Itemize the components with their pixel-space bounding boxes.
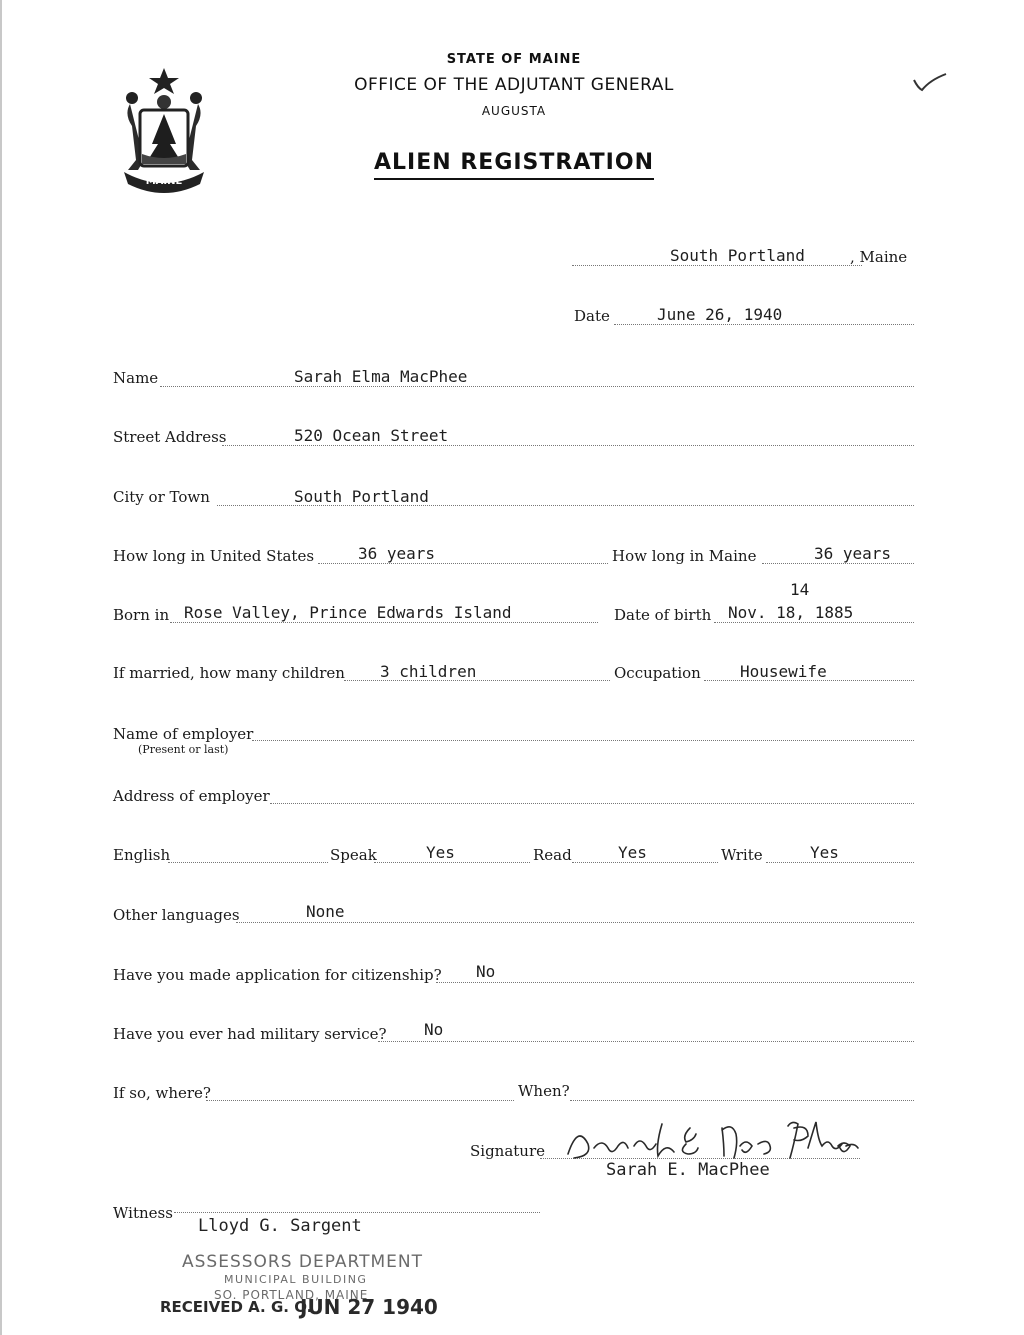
speak-value: Yes <box>426 843 455 862</box>
other-languages-line <box>236 922 914 923</box>
where-line <box>206 1100 514 1101</box>
city-label: City or Town <box>113 488 210 506</box>
street-label: Street Address <box>113 428 227 446</box>
received-stamp: RECEIVED A. G. O. <box>160 1298 313 1316</box>
employer-address-line <box>270 803 914 804</box>
occupation-label: Occupation <box>614 664 701 682</box>
employer-sublabel: (Present or last) <box>138 743 229 756</box>
dob-line <box>714 622 914 623</box>
speak-label: Speak <box>330 846 377 864</box>
date-label: Date <box>574 307 610 325</box>
read-value: Yes <box>618 843 647 862</box>
signature-typed: Sarah E. MacPhee <box>606 1160 770 1180</box>
military-value: No <box>424 1020 444 1039</box>
check-mark-icon <box>912 70 948 92</box>
dob-value: Nov. 18, 1885 <box>728 603 854 622</box>
when-label: When? <box>518 1082 570 1100</box>
us-duration-label: How long in United States <box>113 547 315 565</box>
write-value: Yes <box>810 843 839 862</box>
citizenship-label: Have you made application for citizenship? <box>113 966 442 984</box>
dob-correction: 14 <box>790 580 810 599</box>
employer-label: Name of employer <box>113 725 254 743</box>
us-duration-line <box>318 563 608 564</box>
name-label: Name <box>113 369 159 387</box>
born-in-label: Born in <box>113 606 170 624</box>
military-line <box>378 1041 914 1042</box>
where-label: If so, where? <box>113 1084 211 1102</box>
write-line <box>766 862 914 863</box>
street-line <box>222 445 914 446</box>
street-value: 520 Ocean Street <box>294 426 449 445</box>
english-line <box>168 862 328 863</box>
stamp-department: ASSESSORS DEPARTMENT <box>182 1252 424 1272</box>
date-line <box>614 324 914 325</box>
name-value: Sarah Elma MacPhee <box>294 367 468 386</box>
born-in-value: Rose Valley, Prince Edwards Island <box>184 603 512 622</box>
born-in-line <box>170 622 598 623</box>
citizenship-line <box>436 982 914 983</box>
header-city: AUGUSTA <box>481 104 547 118</box>
read-line <box>572 862 718 863</box>
location-value: South Portland <box>670 246 805 265</box>
children-label: If married, how many children <box>113 664 345 682</box>
other-languages-label: Other languages <box>113 906 240 924</box>
dob-label: Date of birth <box>614 606 712 624</box>
received-date: JUN 27 1940 <box>300 1295 438 1319</box>
signature-label: Signature <box>470 1142 546 1160</box>
header-state: STATE OF MAINE <box>446 52 582 67</box>
name-line <box>160 386 914 387</box>
employer-line <box>252 740 914 741</box>
maine-duration-label: How long in Maine <box>612 547 757 565</box>
write-label: Write <box>721 846 763 864</box>
location-line <box>572 265 862 266</box>
stamp-building: MUNICIPAL BUILDING <box>224 1273 368 1286</box>
occupation-value: Housewife <box>740 662 827 681</box>
speak-line <box>374 862 530 863</box>
english-label: English <box>113 846 171 864</box>
citizenship-value: No <box>476 962 496 981</box>
location-suffix: , Maine <box>850 248 908 266</box>
svg-text:MAINE: MAINE <box>145 176 183 187</box>
military-label: Have you ever had military service? <box>113 1025 387 1043</box>
employer-address-label: Address of employer <box>113 787 270 805</box>
header-office: OFFICE OF THE ADJUTANT GENERAL <box>354 75 674 95</box>
handwritten-signature <box>562 1118 862 1164</box>
witness-typed: Lloyd G. Sargent <box>198 1216 362 1236</box>
when-line <box>570 1100 914 1101</box>
children-value: 3 children <box>380 662 477 681</box>
city-value: South Portland <box>294 487 429 506</box>
witness-label: Witness <box>113 1204 173 1222</box>
date-value: June 26, 1940 <box>657 305 783 324</box>
witness-line <box>174 1212 540 1213</box>
other-languages-value: None <box>306 902 345 921</box>
maine-duration-value: 36 years <box>814 544 892 563</box>
us-duration-value: 36 years <box>358 544 436 563</box>
form-title: ALIEN REGISTRATION <box>2 150 1024 175</box>
maine-duration-line <box>762 563 914 564</box>
stamp-city: SO. PORTLAND, MAINE <box>214 1288 369 1302</box>
read-label: Read <box>533 846 572 864</box>
